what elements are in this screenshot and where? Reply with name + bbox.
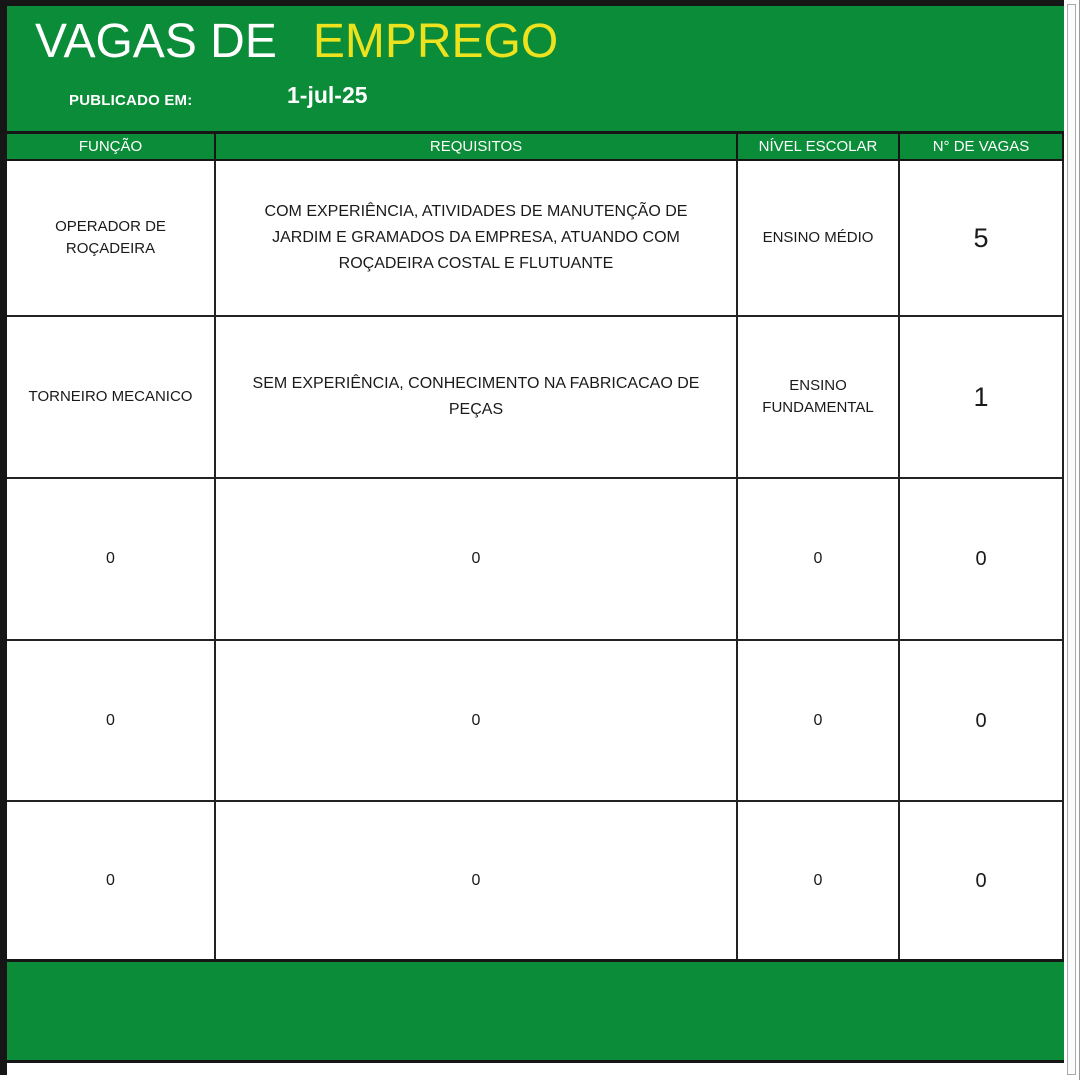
column-header-funcao: FUNÇÃO — [7, 134, 216, 159]
title-text-white: VAGAS DE — [35, 15, 277, 68]
cell-num-vagas: 5 — [900, 161, 1064, 315]
vertical-scrollbar[interactable] — [1064, 0, 1080, 1080]
column-header-num-vagas: N° DE VAGAS — [900, 134, 1064, 159]
cell-nivel-escolar: 0 — [738, 802, 900, 959]
cell-nivel-escolar: 0 — [738, 479, 900, 639]
table-header-row — [7, 134, 1064, 161]
requisitos-text: 0 — [471, 550, 481, 567]
cell-requisitos — [216, 641, 738, 800]
cell-nivel-escolar: 0 — [738, 641, 900, 800]
cell-requisitos — [216, 161, 738, 315]
requisitos-text: SEM EXPERIÊNCIA, CONHECIMENTO NA FABRICACAO DE PEÇAS — [252, 375, 700, 418]
page-title — [35, 14, 558, 69]
footer-bar — [7, 959, 1064, 1063]
cell-funcao: 0 — [7, 641, 216, 800]
table-row — [7, 641, 1064, 802]
table-row — [7, 161, 1064, 317]
cell-num-vagas: 1 — [900, 317, 1064, 477]
cell-funcao: OPERADOR DE ROÇADEIRA — [7, 161, 216, 315]
window-left-border — [0, 0, 7, 1075]
job-board-sheet — [7, 6, 1064, 1063]
cell-requisitos — [216, 479, 738, 639]
cell-funcao: TORNEIRO MECANICO — [7, 317, 216, 477]
cell-nivel-escolar: ENSINO MÉDIO — [738, 161, 900, 315]
cell-requisitos — [216, 802, 738, 959]
published-label: PUBLICADO EM: — [69, 92, 193, 109]
cell-nivel-escolar: ENSINO FUNDAMENTAL — [738, 317, 900, 477]
scrollbar-track[interactable] — [1067, 4, 1076, 1075]
cell-funcao: 0 — [7, 479, 216, 639]
table-row — [7, 479, 1064, 641]
requisitos-text: 0 — [471, 871, 481, 889]
table-row — [7, 802, 1064, 959]
cell-requisitos — [216, 317, 738, 477]
column-header-nivel-escolar: NÍVEL ESCOLAR — [738, 134, 900, 159]
title-text-yellow: EMPREGO — [312, 15, 559, 68]
banner — [7, 6, 1064, 134]
requisitos-text: COM EXPERIÊNCIA, ATIVIDADES DE MANUTENÇÃO DE JARDIM E GRAMADOS DA EMPRESA, ATUANDO COM ROÇADEIRA COSTAL E FLUTUANTE — [264, 203, 688, 272]
published-date: 1-jul-25 — [287, 82, 368, 108]
column-header-requisitos: REQUISITOS — [216, 134, 738, 159]
cell-num-vagas: 0 — [900, 641, 1064, 800]
table-row — [7, 317, 1064, 479]
cell-num-vagas: 0 — [900, 479, 1064, 639]
requisitos-text: 0 — [471, 711, 481, 729]
cell-funcao: 0 — [7, 802, 216, 959]
cell-num-vagas: 0 — [900, 802, 1064, 959]
